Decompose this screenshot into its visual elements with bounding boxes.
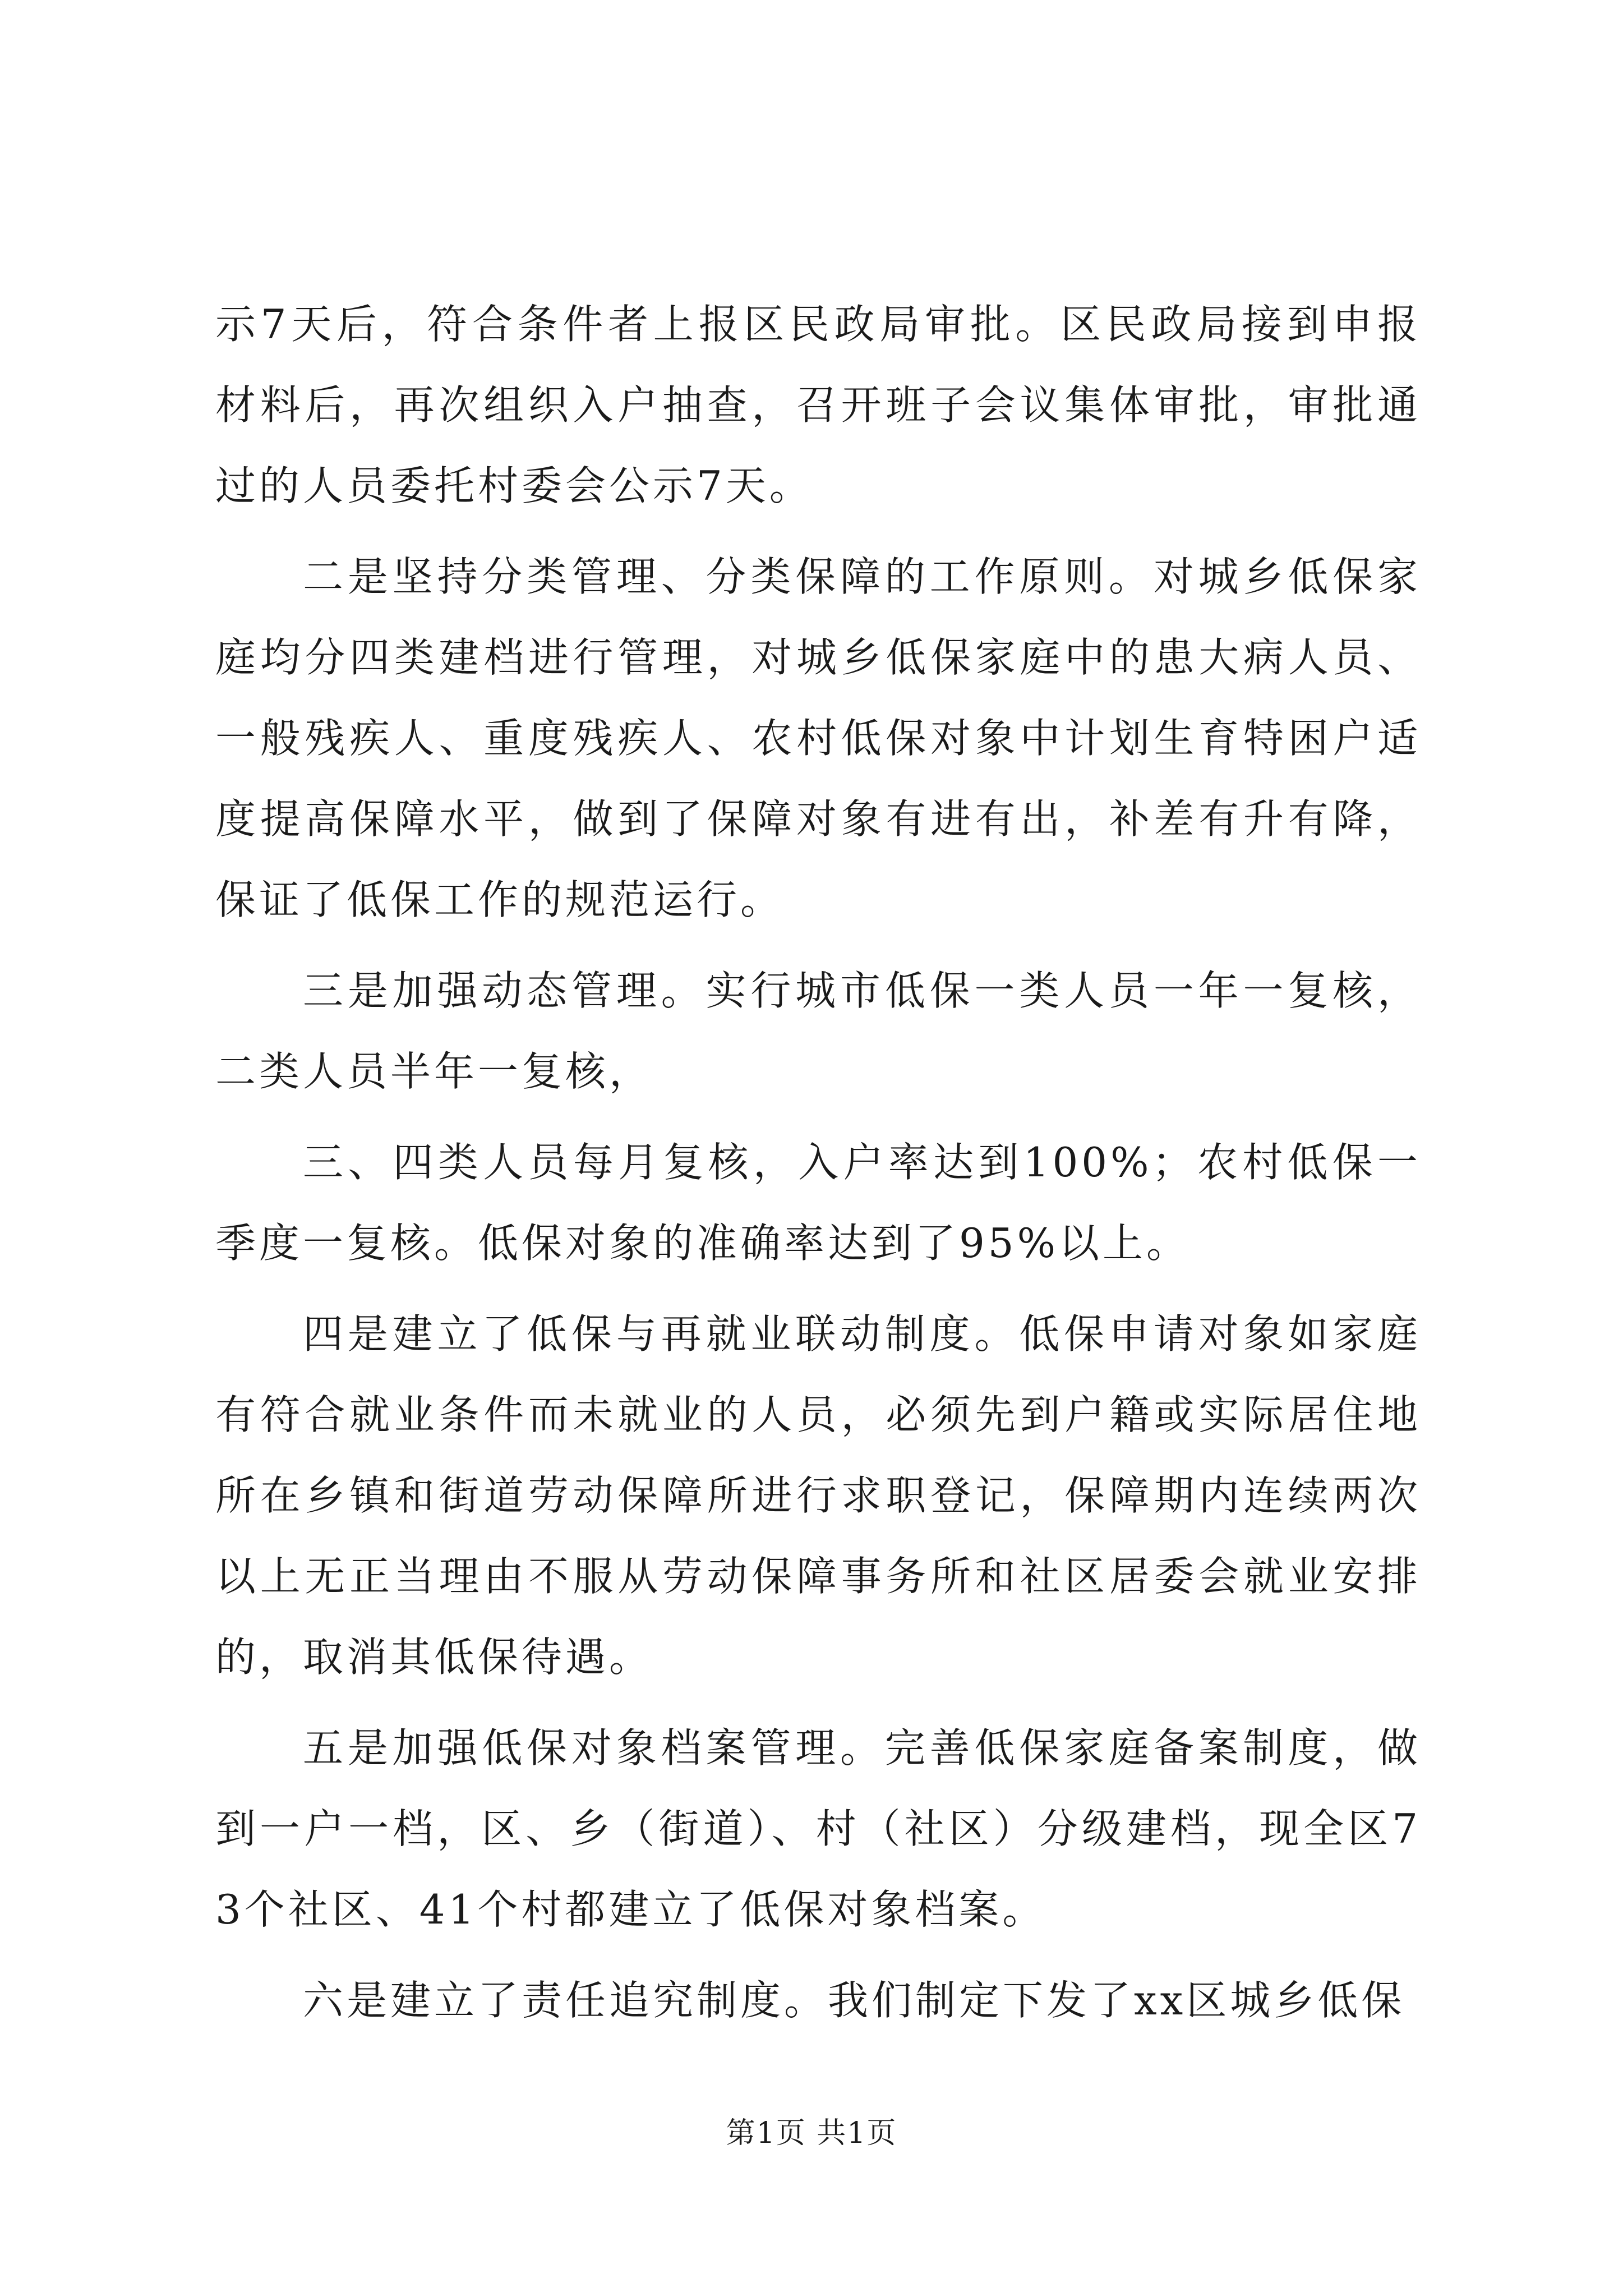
document-body	[215, 284, 1421, 2051]
paragraph-5: 四是建立了低保与再就业联动制度。低保申请对象如家庭有符合就业条件而未就业的人员，必须先到户籍或实际居住地所在乡镇和街道劳动保障所进行求职登记，保障期内连续两次以上无正当理由不服从劳动保障事务所和社区居委会就业安排的，取消其低保待遇。	[215, 1310, 1421, 1681]
paragraph-1: 示7天后，符合条件者上报区民政局审批。区民政局接到申报材料后，再次组织入户抽查，召开班子会议集体审批，审批通过的人员委托村委会公示7天。	[215, 301, 1421, 509]
paragraph-3: 三是加强动态管理。实行城市低保一类人员一年一复核，二类人员半年一复核，	[215, 967, 1421, 1095]
paragraph-7: 六是建立了责任追究制度。我们制定下发了xx区城乡低保	[303, 1977, 1405, 2024]
paragraph-4: 三、四类人员每月复核，入户率达到100%；农村低保一季度一复核。低保对象的准确率达到了95%以上。	[215, 1139, 1421, 1267]
paragraph-2: 二是坚持分类管理、分类保障的工作原则。对城乡低保家庭均分四类建档进行管理，对城乡低保家庭中的患大病人员、一般残疾人、重度残疾人、农村低保对象中计划生育特困户适度提高保障水平，做到了保障对象有进有出，补差有升有降，保证了低保工作的规范运行。	[215, 553, 1421, 923]
page-footer: 第1页 共1页	[726, 2116, 897, 2150]
paragraph-6: 五是加强低保对象档案管理。完善低保家庭备案制度，做到一户一档，区、乡（街道）、村（社区）分级建档，现全区73个社区、41个村都建立了低保对象档案。	[215, 1724, 1421, 1933]
